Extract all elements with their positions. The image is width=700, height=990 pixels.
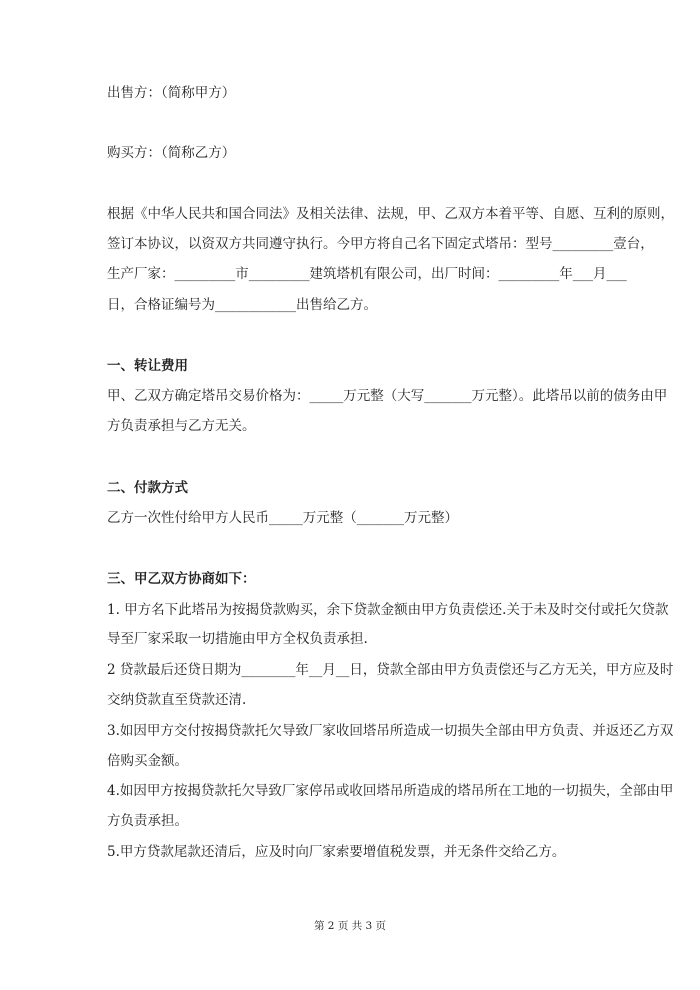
section-3-line: 倍购买金额。 — [107, 753, 188, 769]
intro-line: 生产厂家：_________市_________建筑塔机有限公司，出厂时间：_________年___月___ — [107, 266, 627, 282]
section-1-line: 方负责承担与乙方无关。 — [107, 418, 256, 434]
intro-line: 签订本协议，以资双方共同遵守执行。今甲方将自己名下固定式塔吊：型号_________壹台， — [107, 236, 654, 252]
intro-line: 日，合格证编号为____________出售给乙方。 — [107, 297, 377, 313]
section-3-line: 4.如因甲方按揭贷款托欠导致厂家停吊或收回塔吊所造成的塔吊所在工地的一切损失，全部由甲 — [107, 783, 674, 799]
section-3-line: 方负责承担。 — [107, 813, 188, 829]
buyer-line: 购买方：（简称乙方） — [107, 145, 236, 161]
section-2-title: 二、付款方式 — [107, 480, 188, 496]
seller-line: 出售方：（简称甲方） — [107, 85, 236, 101]
section-1-line: 甲、乙双方确定塔吊交易价格为：_____万元整（大写_______万元整）。此塔吊以前的债务由甲 — [107, 388, 668, 404]
section-3-line: 导至厂家采取一切措施由甲方全权负责承担. — [107, 631, 368, 647]
page-number-footer: 第 2 页 共 3 页 — [313, 920, 387, 932]
section-2-line: 乙方一次性付给甲方人民币_____万元整（_______万元整） — [107, 510, 458, 526]
intro-line: 根据《中华人民共和国合同法》及相关法律、法规，甲、乙双方本着平等、自愿、互利的原则， — [107, 206, 674, 222]
section-3-line: 1. 甲方名下此塔吊为按揭贷款购买，余下贷款金额由甲方负责偿还.关于未及时交付或托欠贷款 — [107, 602, 669, 618]
section-3-line: 2 贷款最后还贷日期为________年__月__日，贷款全部由甲方负责偿还与乙方无关，甲方应及时 — [107, 662, 674, 678]
section-3-line: 5.甲方贷款尾款还清后，应及时向厂家索要增值税发票，并无条件交给乙方。 — [107, 844, 566, 860]
section-3-line: 交纳贷款直至贷款还清. — [107, 692, 247, 708]
section-3-line: 3.如因甲方交付按揭贷款托欠导致厂家收回塔吊所造成一切损失全部由甲方负责、并返还乙方双 — [107, 723, 674, 739]
section-3-title: 三、甲乙双方协商如下： — [107, 571, 256, 587]
section-1-title: 一、转让费用 — [107, 358, 188, 374]
